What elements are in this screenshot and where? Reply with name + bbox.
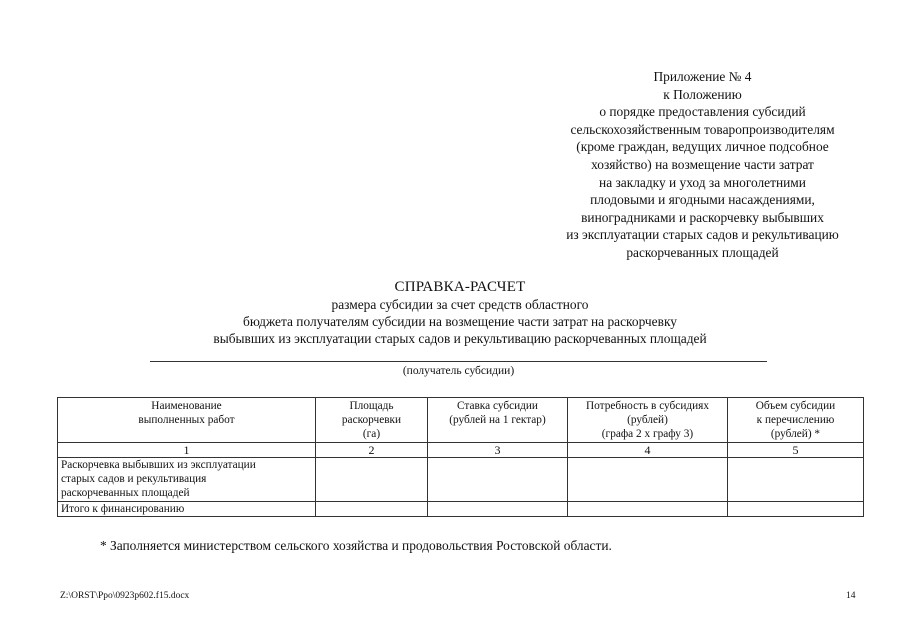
column-number: 2 (316, 443, 428, 458)
footnote: * Заполняется министерством сельского хозяйства и продовольствия Ростовской области. (100, 538, 612, 553)
appendix-line: виноградниками и раскорчевку выбывших (581, 209, 824, 225)
footer-file-path: Z:\ORST\Ppo\0923p602.f15.docx (60, 591, 190, 601)
appendix-line: о порядке предоставления субсидий (599, 104, 806, 120)
table-header-row (58, 398, 864, 443)
cell-area (316, 458, 428, 502)
cell-area-total (316, 502, 428, 517)
title-sub-line: выбывших из эксплуатации старых садов и рекультивацию раскорчеванных площадей (213, 331, 707, 346)
title-sub-line: размера субсидии за счет средств областного (331, 297, 589, 312)
appendix-line: (кроме граждан, ведущих личное подсобное (576, 139, 829, 155)
column-number: 5 (728, 443, 864, 458)
appendix-line: раскорчеванных площадей (626, 244, 779, 260)
appendix-header (540, 68, 865, 262)
column-number: 1 (58, 443, 316, 458)
appendix-line: к Положению (663, 86, 742, 102)
table-row (58, 458, 864, 502)
column-number: 3 (428, 443, 568, 458)
appendix-line: хозяйство) на возмещение части затрат (591, 156, 814, 172)
document-title (150, 278, 770, 347)
appendix-line: сельскохозяйственным товаропроизводителям (570, 121, 835, 137)
row-work-name: Раскорчевка выбывших из эксплуатации старых садов и рекультивация раскорчеванных площадей (58, 458, 316, 502)
appendix-line: на закладку и уход за многолетними (599, 174, 806, 190)
title-main: СПРАВКА-РАСЧЕТ (394, 279, 526, 295)
cell-need (568, 458, 728, 502)
appendix-line: Приложение № 4 (653, 69, 752, 84)
header-work-name: Наименование выполненных работ (58, 398, 316, 443)
cell-need-total (568, 502, 728, 517)
row-total-name: Итого к финансированию (58, 502, 316, 517)
cell-rate-total (428, 502, 568, 517)
table-row-total (58, 502, 864, 517)
header-need: Потребность в субсидиях (рублей) (графа 2 х графу 3) (568, 398, 728, 443)
title-sub-line: бюджета получателям субсидии на возмещение части затрат на раскорчевку (243, 314, 677, 329)
header-amount: Объем субсидии к перечислению (рублей) * (728, 398, 864, 443)
appendix-line: из эксплуатации старых садов и рекультивацию (566, 227, 839, 243)
column-number: 4 (568, 443, 728, 458)
recipient-underline (150, 361, 767, 362)
column-number-row (58, 443, 864, 458)
cell-amount-total (728, 502, 864, 517)
calculation-table (57, 397, 864, 517)
recipient-caption: (получатель субсидии) (402, 365, 515, 377)
appendix-line: плодовыми и ягодными насаждениями, (590, 192, 815, 208)
header-rate: Ставка субсидии (рублей на 1 гектар) (428, 398, 568, 443)
page-number: 14 (846, 591, 856, 601)
cell-amount (728, 458, 864, 502)
header-area: Площадь раскорчевки (га) (316, 398, 428, 443)
cell-rate (428, 458, 568, 502)
